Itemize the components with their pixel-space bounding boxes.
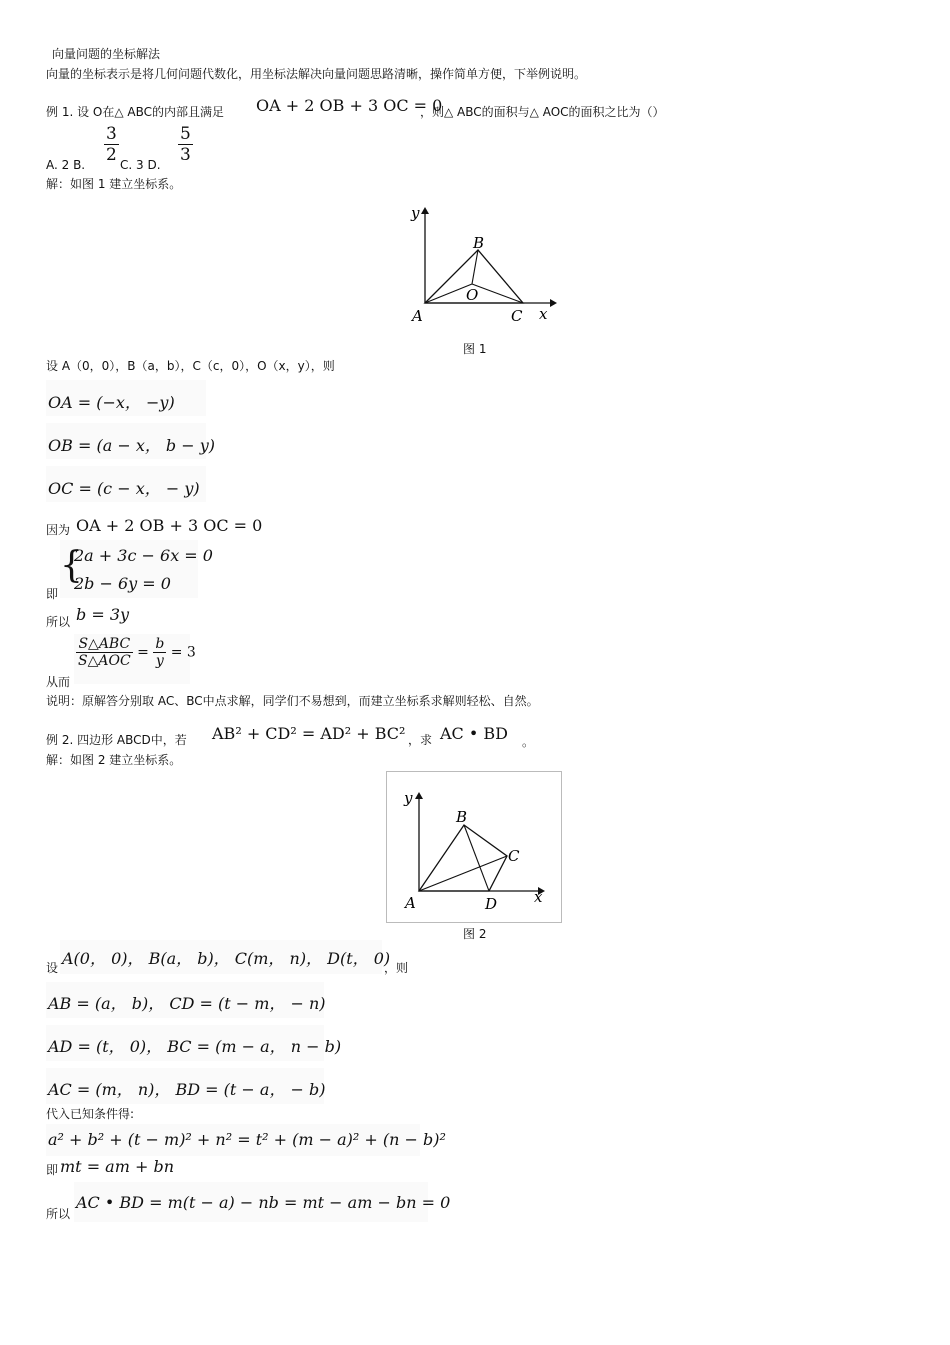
ex1-option-d-fraction: [178, 124, 193, 165]
fig2-label-y: y: [404, 789, 413, 807]
ex1-option-c: C. 3 D.: [120, 158, 161, 172]
ex1-eq-oa: OA = (−x， −y): [48, 393, 175, 412]
fig1-label-b: B: [473, 234, 485, 252]
ex2-prefix: 例 2. 四边形 ABCD中，若: [46, 733, 187, 747]
ex2-vectors-2: AD = (t， 0)， BC = (m − a， n − b): [48, 1037, 342, 1056]
fig1-label-o: O: [466, 286, 479, 304]
ex1-prefix: 例 1. 设 O在△ ABC的内部且满足: [46, 105, 224, 119]
fig2-label-d: D: [485, 895, 498, 913]
ex2-solution-intro: 解：如图 2 建立坐标系。: [46, 753, 182, 767]
ex1-option-d-den: 3: [180, 145, 191, 165]
fig2-label-x: x: [534, 888, 543, 906]
ex2-set-label: 设: [46, 961, 59, 975]
ex2-substitute-eq: a² + b² + (t − m)² + n² = t² + (m − a)² + (n − b)²: [48, 1130, 446, 1149]
ex1-coordinates: 设 A（0，0），B（a，b），C（c，0），O（x，y），则: [46, 359, 335, 373]
page-title: 向量问题的坐标解法: [52, 47, 161, 61]
ex2-suoyi-label: 所以: [46, 1207, 71, 1221]
figure-2-caption: 图 2: [463, 927, 487, 941]
ex1-ratio: $\frac{\text{S△ABC}}{\text{S△AOC}}$ = $\frac{b}{y}$ = 3: [78, 636, 196, 669]
ex2-ji-eq: mt = am + bn: [60, 1157, 175, 1176]
ex1-eq-oc: OC = (c − x， − y): [48, 479, 200, 498]
fig1-label-x: x: [539, 305, 548, 323]
ex1-option-b-den: 2: [106, 145, 117, 165]
ex1-note: 说明：原解答分别取 AC、BC中点求解，同学们不易想到，而建立坐标系求解则轻松、自然。: [46, 694, 539, 708]
ex2-vectors-3: AC = (m， n)， BD = (t − a， − b): [48, 1080, 326, 1099]
figure-1-diagram: [400, 200, 560, 330]
ex1-option-a: A. 2 B.: [46, 158, 86, 172]
ex2-condition: AB² + CD² = AD² + BC²: [212, 724, 406, 743]
figure-1-caption: 图 1: [463, 342, 487, 356]
fig1-label-y: y: [411, 204, 420, 222]
ex1-condition: OA + 2 OB + 3 OC = 0: [256, 96, 443, 115]
ex1-b-eq: b = 3y: [76, 605, 130, 624]
ex1-solution-intro: 解：如图 1 建立坐标系。: [46, 177, 182, 191]
ex1-ratio-num: S△ABC: [76, 636, 133, 653]
fig2-label-c: C: [508, 847, 520, 865]
fig2-label-a: A: [405, 894, 416, 912]
ex1-system-eq2: 2b − 6y = 0: [74, 574, 171, 593]
ex1-because-label: 因为: [46, 523, 71, 537]
ex2-set-then: ，则: [384, 961, 409, 975]
ex1-option-d-num: 5: [180, 124, 191, 144]
ex1-congeer-label: 从而: [46, 675, 71, 689]
fig1-label-c: C: [511, 307, 523, 325]
fig1-segment-ao: [425, 284, 472, 303]
ex1-ratio-den: S△AOC: [78, 653, 131, 669]
ex2-ji-label: 即: [46, 1163, 59, 1177]
ex2-substitute-label: 代入已知条件得:: [46, 1107, 135, 1121]
fig1-label-a: A: [412, 307, 423, 325]
fig1-y-arrow-icon: [421, 207, 429, 214]
figure-2-diagram: [386, 771, 562, 923]
ex1-ratio-mid-num: b: [155, 636, 165, 652]
ex1-option-b-num: 3: [106, 124, 117, 144]
ex2-mid: ，求: [408, 733, 433, 747]
ex1-suffix: ，则△ ABC的面积与△ AOC的面积之比为（）: [420, 105, 665, 119]
ex1-system-brace-icon: {: [60, 545, 83, 586]
fig1-x-arrow-icon: [550, 299, 557, 307]
ex1-because-eq: OA + 2 OB + 3 OC = 0: [76, 516, 263, 535]
ex2-set-points: A(0， 0)， B(a， b)， C(m， n)， D(t， 0): [62, 949, 391, 968]
ex2-end: 。: [522, 735, 535, 749]
ex1-option-b-fraction: [104, 124, 119, 165]
ex1-system-eq1: 2a + 3c − 6x = 0: [74, 546, 213, 565]
ex1-ji-label: 即: [46, 587, 59, 601]
ex2-vectors-1: AB = (a， b)， CD = (t − m， − n): [48, 994, 326, 1013]
intro-text: 向量的坐标表示是将几何问题代数化，用坐标法解决向量问题思路清晰，操作简单方便，下举例说明。: [46, 67, 587, 81]
ex1-eq-ob: OB = (a − x， b − y): [48, 436, 216, 455]
fig2-label-b: B: [456, 808, 468, 826]
ex1-suoyi-label: 所以: [46, 615, 71, 629]
ex1-ratio-mid-den: y: [155, 653, 164, 669]
ex1-ratio-result: = 3: [170, 644, 196, 661]
ex2-final-eq: AC • BD = m(t − a) − nb = mt − am − bn = 0: [76, 1193, 451, 1212]
ex2-target: AC • BD: [440, 724, 508, 743]
